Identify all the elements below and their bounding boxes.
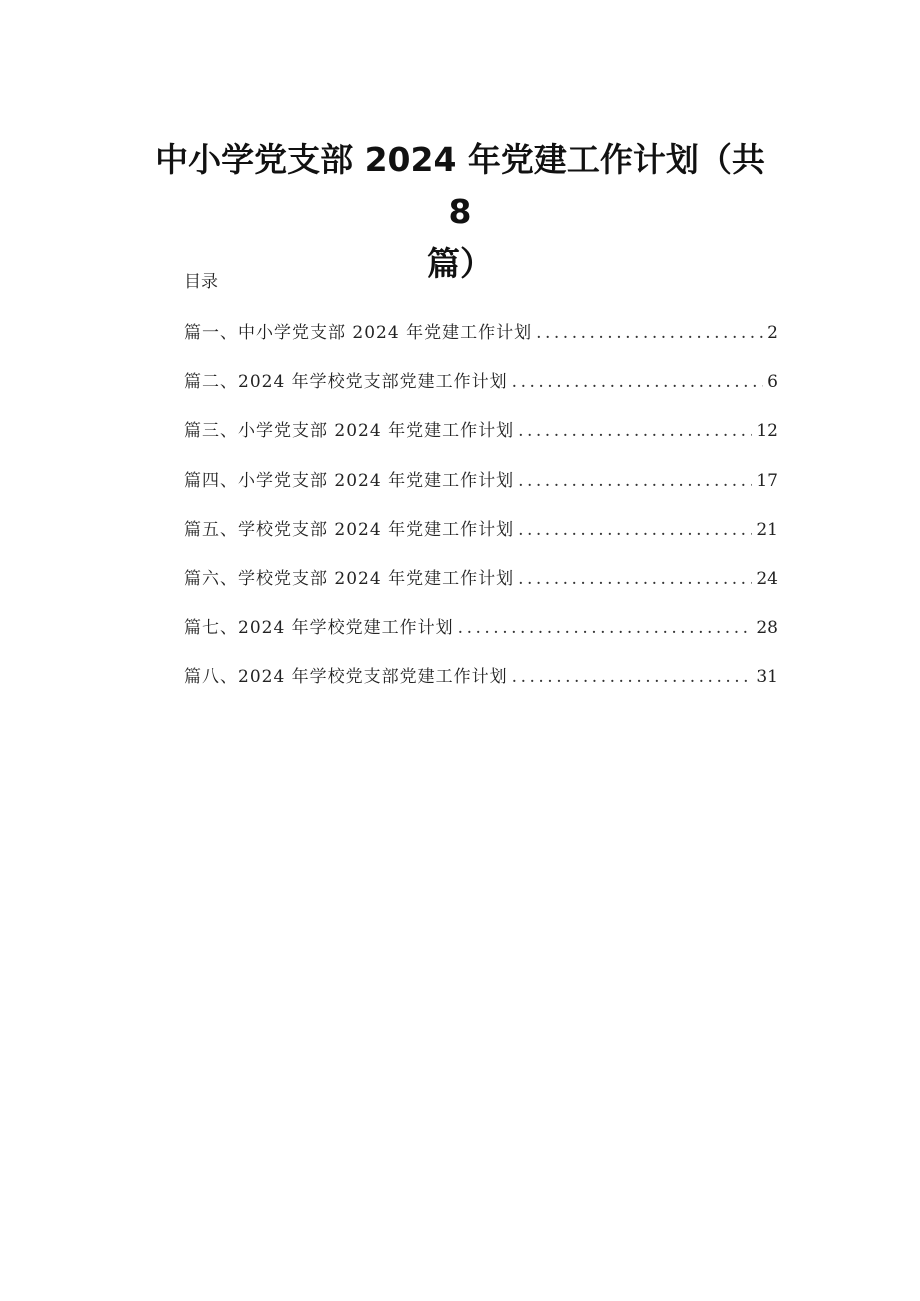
- toc-page-number: 31: [756, 667, 778, 688]
- toc-dot-leader: [518, 520, 752, 540]
- document-title-line-2: 篇）: [427, 244, 493, 283]
- toc-entry-label: 篇五、学校党支部 2024 年党建工作计划: [184, 519, 515, 540]
- toc-entry-8[interactable]: [184, 662, 778, 711]
- toc-page-number: 28: [756, 618, 778, 639]
- toc-entry-4[interactable]: [184, 466, 778, 515]
- document-title-line-1: 中小学党支部 2024 年党建工作计划（共 8: [155, 140, 765, 231]
- document-title: [140, 134, 780, 290]
- toc-heading: 目录: [184, 272, 218, 292]
- toc-dot-leader: [518, 471, 752, 491]
- toc-entry-label: 篇三、小学党支部 2024 年党建工作计划: [184, 421, 515, 442]
- toc-entry-label: 篇八、2024 年学校党支部党建工作计划: [184, 667, 508, 688]
- toc-entry-7[interactable]: [184, 613, 778, 662]
- toc-dot-leader: [512, 372, 764, 392]
- toc-page-number: 12: [756, 421, 778, 442]
- toc-dot-leader: [518, 569, 752, 589]
- toc-entry-5[interactable]: [184, 515, 778, 564]
- toc-entry-2[interactable]: [184, 367, 778, 416]
- toc-page-number: 17: [756, 470, 778, 491]
- toc-entry-label: 篇七、2024 年学校党建工作计划: [184, 618, 454, 639]
- toc-entry-label: 篇一、中小学党支部 2024 年党建工作计划: [184, 323, 533, 343]
- toc-entry-3[interactable]: [184, 416, 778, 465]
- toc-entry-label: 篇二、2024 年学校党支部党建工作计划: [184, 372, 508, 393]
- toc-page-number: 6: [767, 372, 778, 393]
- toc-page-number: 24: [756, 568, 778, 589]
- toc-page-number: 2: [767, 323, 778, 343]
- toc-entry-6[interactable]: [184, 564, 778, 613]
- toc-dot-leader: [518, 421, 752, 441]
- toc-entry-label: 篇四、小学党支部 2024 年党建工作计划: [184, 470, 515, 491]
- toc-dot-leader: [458, 618, 753, 638]
- toc-dot-leader: [512, 667, 753, 687]
- toc-entry-1[interactable]: [184, 318, 778, 367]
- toc-dot-leader: [536, 323, 763, 343]
- toc-entry-label: 篇六、学校党支部 2024 年党建工作计划: [184, 568, 515, 589]
- table-of-contents: [184, 318, 778, 712]
- toc-page-number: 21: [756, 519, 778, 540]
